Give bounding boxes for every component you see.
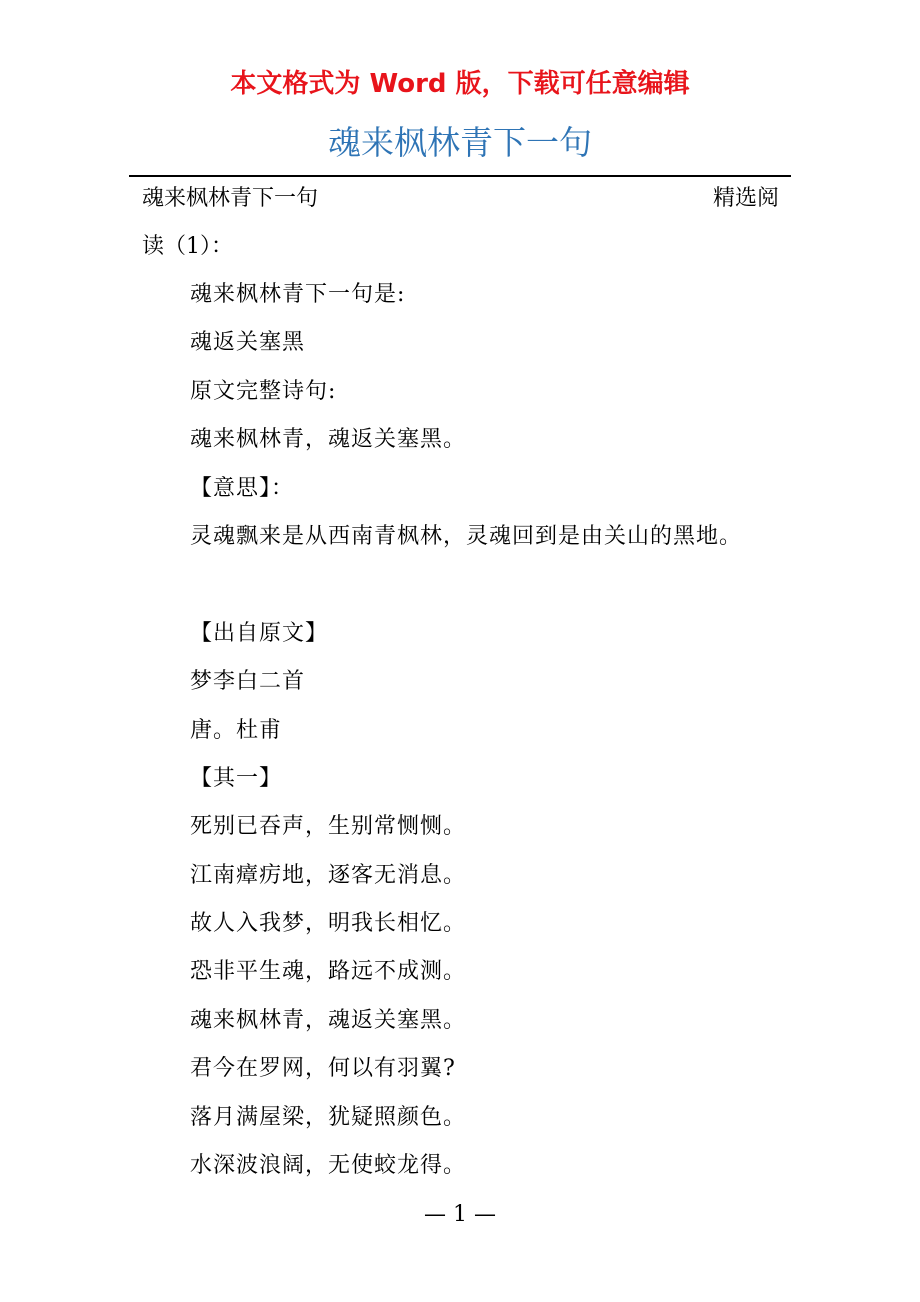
title-divider [129, 175, 791, 177]
body-line: 魂返关塞黑 [190, 330, 306, 356]
header-right-text: 精选阅 [712, 186, 779, 211]
body-line: 魂来枫林青，魂返关塞黑。 [190, 427, 467, 453]
poem-line: 落月满屋梁，犹疑照颜色。 [190, 1104, 467, 1130]
body-line: 唐。杜甫 [190, 717, 283, 743]
poem-line: 死别已吞声，生别常恻恻。 [190, 814, 467, 840]
poem-line: 江南瘴疠地，逐客无消息。 [190, 862, 467, 888]
download-notice: 本文格式为 Word 版，下载可任意编辑 [230, 69, 690, 99]
header-left-text: 魂来枫林青下一句 [142, 186, 319, 211]
document-body [190, 278, 790, 1197]
page-number: — 1 — [424, 1202, 496, 1227]
body-line: 【意思】： [190, 475, 295, 501]
poem-line: 君今在罗网，何以有羽翼? [190, 1056, 456, 1082]
poem-line: 水深波浪阔，无使蛟龙得。 [190, 1153, 467, 1179]
body-line: 梦李白二首 [190, 669, 306, 695]
header-continuation-text: 读（1）： [142, 234, 233, 259]
body-line: 【其一】 [190, 765, 283, 791]
poem-line: 故人入我梦，明我长相忆。 [190, 911, 467, 937]
body-line: 灵魂飘来是从西南青枫林，灵魂回到是由关山的黑地。 [190, 523, 743, 549]
body-line: 原文完整诗句: [190, 378, 337, 404]
poem-line: 恐非平生魂，路远不成测。 [190, 959, 467, 985]
document-title: 魂来枫林青下一句 [328, 123, 592, 162]
body-line: 【出自原文】 [190, 620, 329, 646]
blank-line [190, 568, 790, 616]
poem-line: 魂来枫林青，魂返关塞黑。 [190, 1007, 467, 1033]
body-line: 魂来枫林青下一句是: [190, 282, 406, 307]
